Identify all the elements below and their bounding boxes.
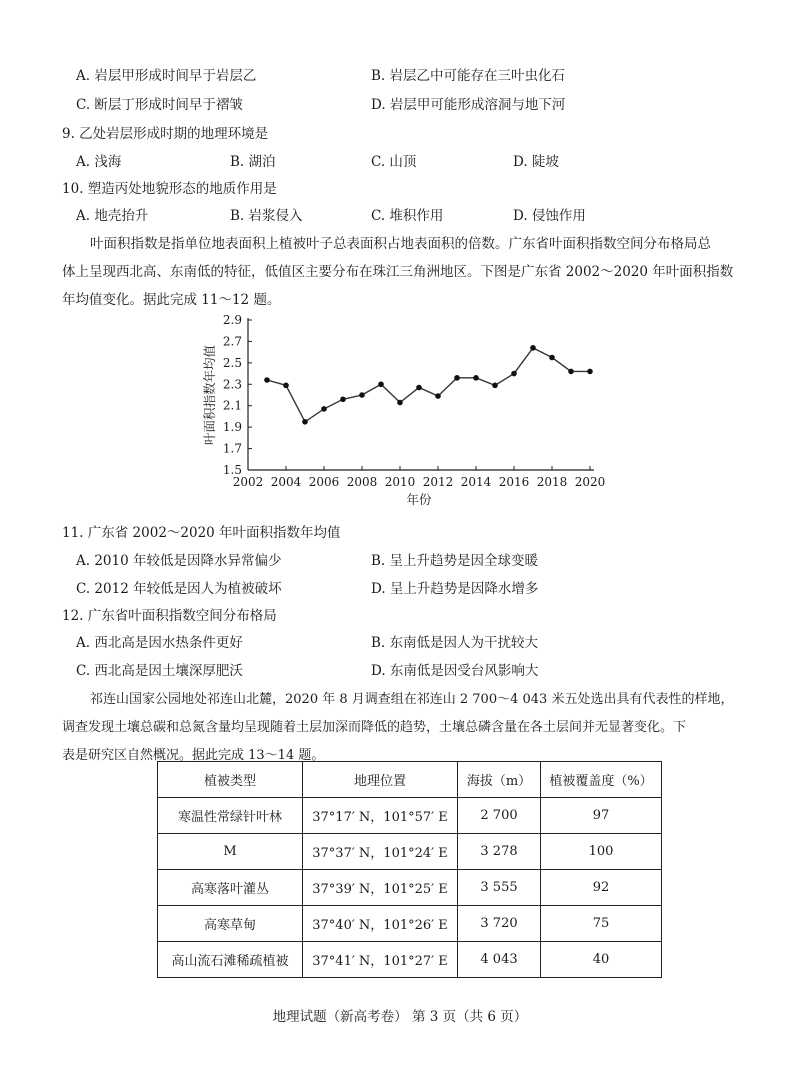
x-tick-label: 2004 [270,475,302,489]
chart-point [378,381,384,387]
x-tick-label: 2014 [460,475,492,489]
leaf-area-index-line-chart [200,310,620,510]
table-cell: 40 [541,942,662,978]
table-cell: 4 043 [458,942,541,978]
table-cell: 100 [541,834,662,870]
q10-stem: 10. 塑造丙处地貌形态的地质作用是 [62,181,277,197]
q11-stem: 11. 广东省 2002～2020 年叶面积指数年均值 [62,525,341,541]
q8-options-row-2 [0,93,800,113]
table-cell: 3 555 [458,870,541,906]
q12-option-b: B. 东南低是因人为干扰较大 [371,635,539,651]
chart-point [283,383,289,389]
chart-x-axis-label: 年份 [406,492,432,507]
table-header-row [158,762,662,798]
chart-point [492,383,498,389]
y-tick-label: 2.7 [222,334,242,349]
table-header-vegetation: 植被类型 [158,762,303,798]
chart-point [416,385,422,391]
x-tick-label: 2006 [308,475,340,489]
y-tick-label: 1.7 [222,441,242,456]
q11-option-d: D. 呈上升趋势是因降水增多 [371,581,539,597]
chart-point [473,375,479,381]
q12-stem: 12. 广东省叶面积指数空间分布格局 [62,608,277,624]
table-cell: 37°17′ N，101°57′ E [303,798,458,834]
table-cell: 3 720 [458,906,541,942]
x-tick-label: 2008 [346,475,378,489]
chart-point [321,406,327,412]
q10-option-b: B. 岩浆侵入 [230,208,303,224]
chart-series-line [267,348,590,422]
chart-point [359,392,365,398]
q11-options-row-1 [0,549,800,569]
q9-stem: 9. 乙处岩层形成时期的地理环境是 [62,126,269,142]
passage1-line-1: 叶面积指数是指单位地表面积上植被叶子总表面积占地表面积的倍数。广东省叶面积指数空间分布格局总 [90,236,711,252]
chart-points [264,345,593,425]
y-tick-label: 2.3 [222,377,242,392]
q11-option-a: A. 2010 年较低是因降水异常偏少 [76,553,282,569]
q10-option-c: C. 堆积作用 [371,208,444,224]
x-tick-label: 2018 [536,475,568,489]
table-header-coverage: 植被覆盖度（%） [541,762,662,798]
chart-point [454,375,460,381]
q8-options-row-1 [0,64,800,84]
table-cell: 37°39′ N，101°25′ E [303,870,458,906]
x-tick-label: 2010 [384,475,416,489]
q12-option-a: A. 西北高是因水热条件更好 [76,635,243,651]
chart-point [340,396,346,402]
passage1-line-3: 年均值变化。据此完成 11～12 题。 [62,292,281,308]
passage2-line-3: 表是研究区自然概况。据此完成 13～14 题。 [62,748,325,763]
chart-point [568,369,574,375]
q8-option-b: B. 岩层乙中可能存在三叶虫化石 [371,68,566,84]
table-cell: 92 [541,870,662,906]
q10-options [0,204,800,224]
chart-point [397,400,403,406]
table-row [158,906,662,942]
chart-y-axis-label: 叶面积指数年均值 [202,344,217,446]
chart-point [549,355,555,361]
table-cell: 高寒落叶灌丛 [158,870,303,906]
table-cell: 高山流石滩稀疏植被 [158,942,303,978]
table-cell: 2 700 [458,798,541,834]
table-row [158,942,662,978]
table-row [158,870,662,906]
table-cell: 37°40′ N，101°26′ E [303,906,458,942]
chart-point [587,369,593,375]
table-cell: 75 [541,906,662,942]
table-cell: 寒温性常绿针叶林 [158,798,303,834]
q9-option-d: D. 陡坡 [513,154,559,170]
y-tick-label: 2.5 [222,355,242,370]
q11-options-row-2 [0,577,800,597]
q9-option-b: B. 湖泊 [230,154,276,170]
page-footer: 地理试题（新高考卷） 第 3 页（共 6 页） [272,1009,528,1025]
y-tick-label: 2.1 [222,398,242,413]
chart-point [435,393,441,399]
chart-axes [248,318,594,470]
passage1-line-2: 体上呈现西北高、东南低的特征，低值区主要分布在珠江三角洲地区。下图是广东省 2002～2020 年叶面积指数 [62,264,734,280]
q8-option-d: D. 岩层甲可能形成溶洞与地下河 [371,97,566,113]
table-header-altitude: 海拔（m） [458,762,541,798]
natural-overview-table [157,761,662,978]
x-tick-label: 2002 [232,475,264,489]
q9-options [0,150,800,170]
table-cell: 97 [541,798,662,834]
table-header-location: 地理位置 [303,762,458,798]
x-tick-label: 2016 [498,475,530,489]
chart-point [264,377,270,383]
passage2-line-1: 祁连山国家公园地处祁连山北麓，2020 年 8 月调查组在祁连山 2 700～4 043 米五处选出具有代表性的样地， [90,692,734,707]
q11-option-b: B. 呈上升趋势是因全球变暖 [371,553,539,569]
q9-option-a: A. 浅海 [76,154,122,170]
table-cell: 37°37′ N，101°24′ E [303,834,458,870]
q12-options-row-1 [0,631,800,651]
table-row [158,798,662,834]
q8-option-c: C. 断层丁形成时间早于褶皱 [76,97,243,113]
table-cell: M [158,834,303,870]
q10-option-d: D. 侵蚀作用 [513,208,586,224]
q10-option-a: A. 地壳抬升 [76,208,149,224]
table-cell: 3 278 [458,834,541,870]
q11-option-c: C. 2012 年较低是因人为植被破坏 [76,581,282,597]
table-cell: 37°41′ N，101°27′ E [303,942,458,978]
y-tick-label: 2.9 [222,313,242,327]
x-tick-label: 2012 [422,475,454,489]
passage2-line-2: 调查发现土壤总碳和总氮含量均呈现随着土层加深而降低的趋势，土壤总磷含量在各土层间并无显著变化。下 [62,720,687,735]
q12-options-row-2 [0,659,800,679]
chart-point [530,345,536,351]
x-tick-label: 2020 [574,475,606,489]
table-cell: 高寒草甸 [158,906,303,942]
q8-option-a: A. 岩层甲形成时间早于岩层乙 [76,68,257,84]
chart-point [511,371,517,377]
q12-option-c: C. 西北高是因土壤深厚肥沃 [76,663,243,679]
q9-option-c: C. 山顶 [371,154,417,170]
chart-point [302,419,308,425]
q12-option-d: D. 东南低是因受台风影响大 [371,663,539,679]
table-row [158,834,662,870]
y-tick-label: 1.9 [222,420,242,435]
y-tick-label: 1.5 [222,463,242,477]
